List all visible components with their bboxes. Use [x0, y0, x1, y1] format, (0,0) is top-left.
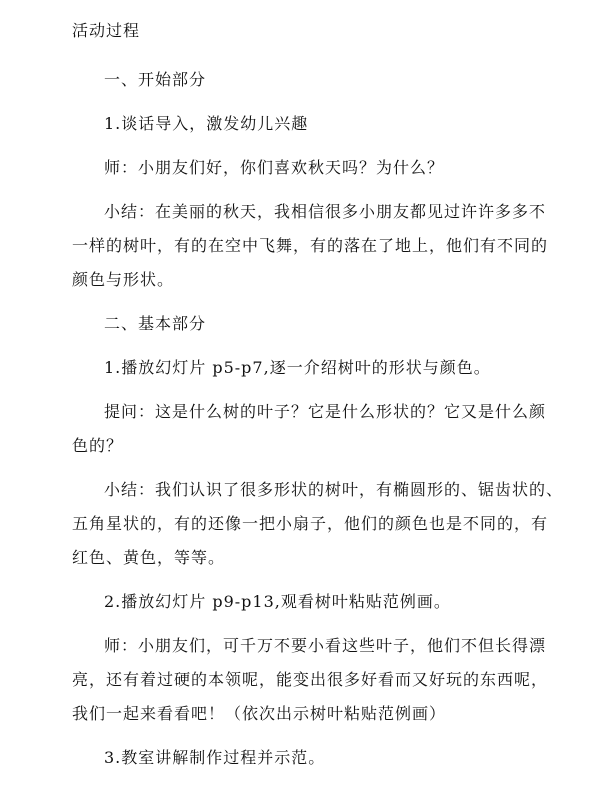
- heading-basic: 二、基本部分: [104, 314, 207, 333]
- teacher-line: 亮，还有着过硬的本领呢，能变出很多好看而又好玩的东西呢，: [72, 670, 549, 689]
- step-3: 3.教室讲解制作过程并示范。: [104, 748, 326, 767]
- summary-line: 小结：在美丽的秋天，我相信很多小朋友都见过许许多多不: [104, 202, 547, 221]
- summary-line: 小结：我们认识了很多形状的树叶，有椭圆形的、锯齿状的、: [104, 480, 564, 499]
- summary-line: 红色、黄色，等等。: [72, 548, 226, 567]
- step-2: 2.播放幻灯片 p9-p13,观看树叶粘贴范例画。: [104, 592, 451, 611]
- summary-line: 颜色与形状。: [72, 270, 175, 289]
- step-1: 1.播放幻灯片 p5-p7,逐一介绍树叶的形状与颜色。: [104, 358, 491, 377]
- teacher-line: 师：小朋友们，可千万不要小看这些叶子，他们不但长得漂: [104, 636, 547, 655]
- question-line: 提问：这是什么树的叶子？它是什么形状的？它又是什么颜: [104, 402, 547, 421]
- question-line: 色的？: [72, 436, 124, 455]
- summary-line: 五角星状的，有的还像一把小扇子，他们的颜色也是不同的，有: [72, 514, 549, 533]
- teacher-line: 师：小朋友们好，你们喜欢秋天吗？为什么？: [104, 158, 445, 177]
- subheading-talk: 1.谈话导入，激发幼儿兴趣: [104, 114, 309, 133]
- summary-line: 一样的树叶，有的在空中飞舞，有的落在了地上，他们有不同的: [72, 236, 549, 255]
- section-title: 活动过程: [72, 21, 141, 40]
- teacher-line: 我们一起来看看吧！（依次出示树叶粘贴范例画）: [72, 704, 447, 723]
- heading-start: 一、开始部分: [104, 70, 207, 89]
